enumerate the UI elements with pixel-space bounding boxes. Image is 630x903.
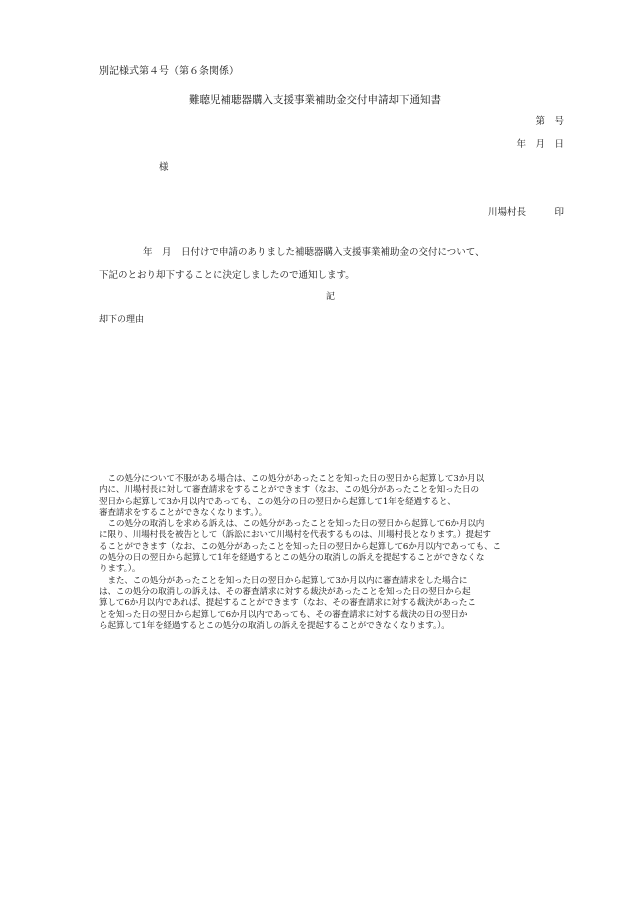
notice-line: ります。）。 [99, 564, 141, 575]
notice-line: 内に、川場村長に対して審査請求をすることができます（なお、この処分があったことを知った日の [99, 485, 479, 496]
notice-line: 翌日から起算して3か月以内であっても、この処分の日の翌日から起算して1年を経過すると、 [99, 496, 456, 507]
ki-heading: 記 [326, 292, 336, 302]
notice-line: この処分の取消しを求める訴えは、この処分があったことを知った日の翌日から起算して6か月以内 [99, 519, 485, 530]
notice-line: ることができます（なお、この処分があったことを知った日の翌日から起算して6か月以内であっても、こ [99, 541, 502, 552]
document-number: 第 号 [535, 116, 564, 127]
body-text-line-2: 下記のとおり却下することに決定しましたので通知します。 [99, 270, 355, 281]
notice-line: は、この処分の取消しの訴えは、その審査請求に対する裁決があったことを知った日の翌日から起 [99, 586, 471, 597]
addressee-honorific: 様 [159, 162, 169, 173]
notice-line: 審査請求をすることができなくなります。）。 [99, 507, 268, 518]
form-label: 別記様式第４号（第６条関係） [99, 66, 239, 77]
notice-line: とを知った日の翌日から起算して6か月以内であっても、その審査請求に対する裁決の日の翌日か [99, 609, 468, 620]
notice-line: この処分について不服がある場合は、この処分があったことを知った日の翌日から起算して3か月以 [99, 474, 485, 484]
rejection-reason-label: 却下の理由 [99, 315, 145, 325]
notice-line: ら起算して1年を経過するとこの処分の取消しの訴えを提起することができなくなります。）。 [99, 620, 450, 631]
notice-line: に限り、川場村長を被告として（訴訟において川場村を代表するものは、川場村長となります。）提起す [99, 530, 491, 541]
notice-line: また、この処分があったことを知った日の翌日から起算して3か月以内に審査請求をした場合に [99, 575, 468, 586]
document-date: 年 月 日 [516, 139, 564, 150]
notice-line: の処分の日の翌日から起算して1年を経過するとこの処分の取消しの訴えを提起することができなくな [99, 553, 485, 564]
sender-signature: 川場村長 印 [487, 207, 564, 218]
document-title: 難聴児補聴器購入支援事業補助金交付申請却下通知書 [189, 94, 441, 106]
appeal-notice [99, 474, 551, 632]
notice-line: 算して6か月以内であれば、提起することができます（なお、その審査請求に対する裁決があったこ [99, 598, 476, 609]
body-text-line-1: 年 月 日付けで申請のありました補聴器購入支援事業補助金の交付について、 [143, 247, 485, 258]
